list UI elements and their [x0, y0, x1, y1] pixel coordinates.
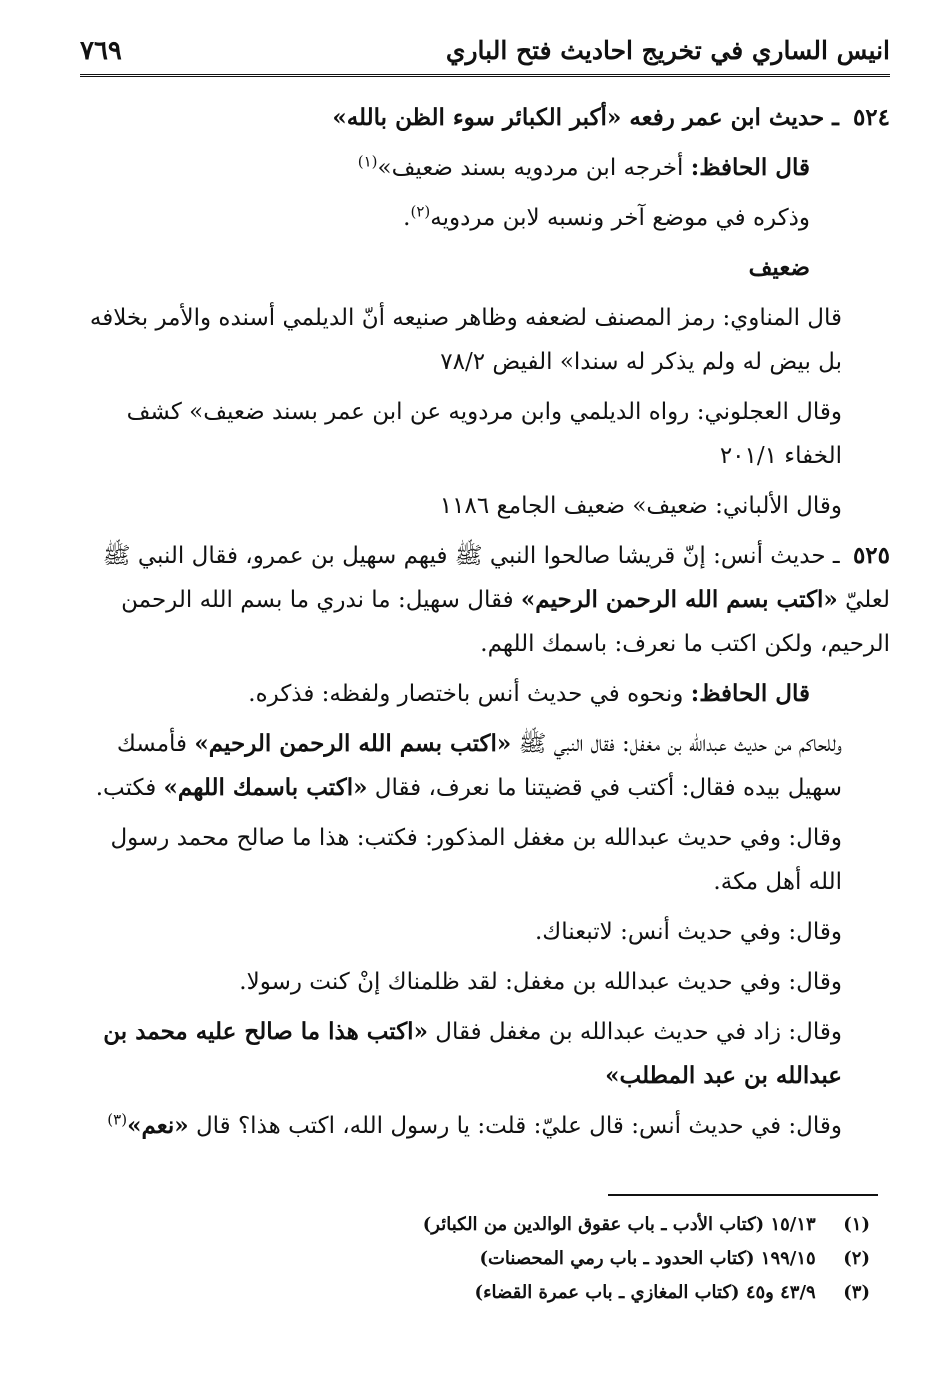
hadith-525-heading	[80, 534, 890, 666]
footnote-ref-3: (٣)	[107, 1110, 128, 1129]
grade-label: ضعيف	[748, 254, 810, 281]
running-header	[80, 30, 890, 77]
hadith-text: ـ حديث ابن عمر رفعه «أكبر الكبائر سوء الظن بالله»	[332, 104, 839, 131]
hadith-number: ٥٢٥	[852, 542, 890, 569]
hadith-text-b: فقال سهيل: ما ندري ما بسم الله الرحمن الرحيم، ولكن اكتب ما نعرف: باسمك اللهم.	[121, 587, 890, 657]
qala5-text: وقال: في حديث أنس: قال عليّ: قلت: يا رسول الله، اكتب هذا؟ قال	[195, 1113, 842, 1139]
qala-paragraph-1: وقال: وفي حديث عبدالله بن مغفل المذكور: فكتب: هذا ما صالح محمد رسول الله أهل مكة.	[110, 825, 842, 895]
qala-paragraph-3: وقال: وفي حديث عبدالله بن مغفل: لقد ظلمناك إنْ كنت رسولا.	[239, 969, 842, 995]
ajluni-paragraph: وقال العجلوني: رواه الديلمي وابن مردويه عن ابن عمر بسند ضعيف» كشف الخفاء ٢٠١/١	[126, 399, 842, 469]
footnote-text: ٤٣/٩ و٤٥ (كتاب المغازي ـ باب عمرة القضاء)	[474, 1282, 816, 1303]
footnote-label: (٢)	[843, 1248, 870, 1269]
hadith-text-a: ـ حديث أنس: إنّ قريشا صالحوا النبي ﷺ فيهم سهيل بن عمرو، فقال النبي ﷺ لعليّ	[102, 543, 890, 613]
dhikr-end: .	[403, 205, 411, 231]
qala4-text: وقال: زاد في حديث عبدالله بن مغفل فقال	[435, 1019, 842, 1045]
qala5-quote: «نعم»	[127, 1112, 189, 1139]
footnote-label: (١)	[843, 1214, 870, 1235]
hakim-text-c: فكتب.	[95, 775, 157, 801]
footnote-3	[80, 1276, 870, 1310]
dhikr-text: وذكره في موضع آخر ونسبه لابن مردويه	[430, 205, 810, 231]
albani-paragraph: وقال الألباني: ضعيف» ضعيف الجامع ١١٨٦	[439, 493, 842, 519]
manawi-paragraph: قال المناوي: رمز المصنف لضعفه وظاهر صنيعه أنّ الديلمي أسنده والأمر بخلافه بل بيض له ولم يذكر له سندا» الفيض ٧٨/٢	[89, 305, 842, 375]
hakim-text-b: فأمسك سهيل بيده فقال: أكتب في قضيتنا ما نعرف، فقال	[116, 731, 842, 801]
hadith-number: ٥٢٤	[852, 104, 890, 131]
hakim-quote-2: «اكتب باسمك اللهم»	[163, 774, 368, 801]
footnote-2	[80, 1242, 870, 1276]
footnotes	[80, 1208, 870, 1310]
page-number: ٧٦٩	[80, 36, 122, 66]
quote-basmala: «اكتب بسم الله الرحمن الرحيم»	[520, 586, 838, 613]
hafiz-text: أخرجه ابن مردويه بسند ضعيف»	[377, 155, 684, 181]
qala-paragraph-4	[80, 1010, 890, 1098]
main-text	[80, 96, 890, 1154]
qala4-quote: «اكتب هذا ما صالح عليه محمد بن عبدالله بن عبد المطلب»	[103, 1018, 842, 1089]
hadith-524-heading	[80, 96, 890, 140]
qala-paragraph-5	[80, 1104, 890, 1148]
hakim-quote-1: «اكتب بسم الله الرحمن الرحيم»	[194, 730, 512, 757]
footnote-divider	[608, 1194, 878, 1196]
footnote-text: ١٩٩/١٥ (كتاب الحدود ـ باب رمي المحصنات)	[479, 1248, 816, 1269]
footnote-label: (٣)	[843, 1282, 870, 1303]
hafiz-text: ونحوه في حديث أنس باختصار ولفظه: فذكره.	[248, 681, 684, 707]
hakim-paragraph	[80, 722, 890, 810]
hafiz-label: قال الحافظ:	[690, 680, 810, 707]
qala-paragraph-2: وقال: وفي حديث أنس: لاتبعناك.	[535, 919, 842, 945]
dhikr-remark	[80, 196, 890, 240]
footnote-ref-2: (٢)	[410, 202, 431, 221]
running-title: انيس الساري في تخريج احاديث فتح الباري	[445, 36, 890, 65]
footnote-1	[80, 1208, 870, 1242]
hafiz-remark	[80, 146, 890, 190]
footnote-text: ١٥/١٣ (كتاب الأدب ـ باب عقوق الوالدين من الكبائر)	[422, 1214, 816, 1235]
hakim-text-a: وللحاكم من حديث عبدالله بن مغفل: فقال النبي ﷺ	[518, 731, 842, 757]
footnote-ref-1: (١)	[357, 152, 378, 171]
hafiz-label: قال الحافظ:	[690, 154, 810, 181]
hafiz-remark-525	[80, 672, 890, 716]
